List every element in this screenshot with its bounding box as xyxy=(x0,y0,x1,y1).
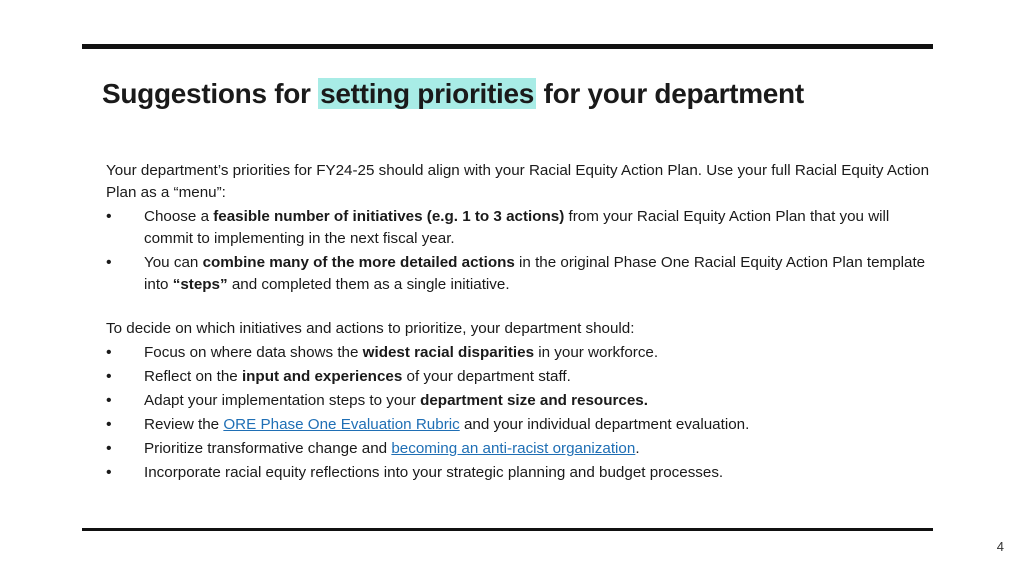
bold-text: “steps” xyxy=(172,276,228,293)
intro-paragraph-2: To decide on which initiatives and actions to prioritize, your department should: xyxy=(106,320,635,337)
text-run: and completed them as a single initiative. xyxy=(227,276,510,293)
top-divider xyxy=(82,44,933,49)
slide-title xyxy=(102,72,804,116)
bullet-icon: • xyxy=(106,344,112,361)
text-run: . xyxy=(635,440,640,457)
text-run: from your Racial Equity Action Plan that you will commit to implementing in the next fiscal year. xyxy=(144,208,890,247)
text-run: You can xyxy=(144,254,203,271)
ore-rubric-link[interactable]: ORE Phase One Evaluation Rubric xyxy=(223,416,460,433)
bullet-icon: • xyxy=(106,368,112,385)
title-part-2: for your department xyxy=(536,78,804,109)
bullet-icon: • xyxy=(106,254,112,271)
text-run: Incorporate racial equity reflections into your strategic planning and budget processes. xyxy=(144,464,724,481)
bullet-icon: • xyxy=(106,464,112,481)
list-item xyxy=(106,206,936,250)
text-run: Reflect on the xyxy=(144,368,242,385)
bold-text: department size and resources. xyxy=(420,392,648,409)
bold-text: widest racial disparities xyxy=(362,344,535,361)
list-item xyxy=(106,342,936,364)
text-run: in your workforce. xyxy=(534,344,659,361)
bullet-icon: • xyxy=(106,208,112,225)
bullet-icon: • xyxy=(106,392,112,409)
intro-paragraph: Your department’s priorities for FY24-25 should align with your Racial Equity Action Plan. Use your full Racial Equity Action Plan as a “menu”: xyxy=(106,162,930,201)
text-run: Focus on where data shows the xyxy=(144,344,363,361)
list-item xyxy=(106,390,936,412)
bold-text: input and experiences xyxy=(241,368,403,385)
text-run: and your individual department evaluation. xyxy=(459,416,750,433)
text-run: in the original Phase One Racial Equity Action Plan template into xyxy=(144,254,926,293)
bold-text: feasible number of initiatives (e.g. 1 to 3 actions) xyxy=(213,208,565,225)
bullet-list-2 xyxy=(106,342,936,484)
bottom-divider xyxy=(82,528,933,531)
text-run: Adapt your implementation steps to your xyxy=(144,392,421,409)
text-run: of your department staff. xyxy=(402,368,571,385)
text-run: Choose a xyxy=(144,208,214,225)
list-item xyxy=(106,366,936,388)
list-item xyxy=(106,414,936,436)
bold-text: combine many of the more detailed actions xyxy=(202,254,515,271)
bullet-list-1 xyxy=(106,206,936,296)
text-run: Prioritize transformative change and xyxy=(144,440,392,457)
title-part-1: Suggestions for xyxy=(102,78,319,109)
title-highlight: setting priorities xyxy=(320,78,535,109)
slide-body xyxy=(106,160,936,484)
page-number: 4 xyxy=(996,539,1004,554)
text-run: Review the xyxy=(144,416,224,433)
bullet-icon: • xyxy=(106,416,112,433)
bullet-icon: • xyxy=(106,440,112,457)
list-item xyxy=(106,462,936,484)
list-item xyxy=(106,252,936,296)
list-item xyxy=(106,438,936,460)
anti-racist-org-link[interactable]: becoming an anti-racist organization xyxy=(391,440,636,457)
